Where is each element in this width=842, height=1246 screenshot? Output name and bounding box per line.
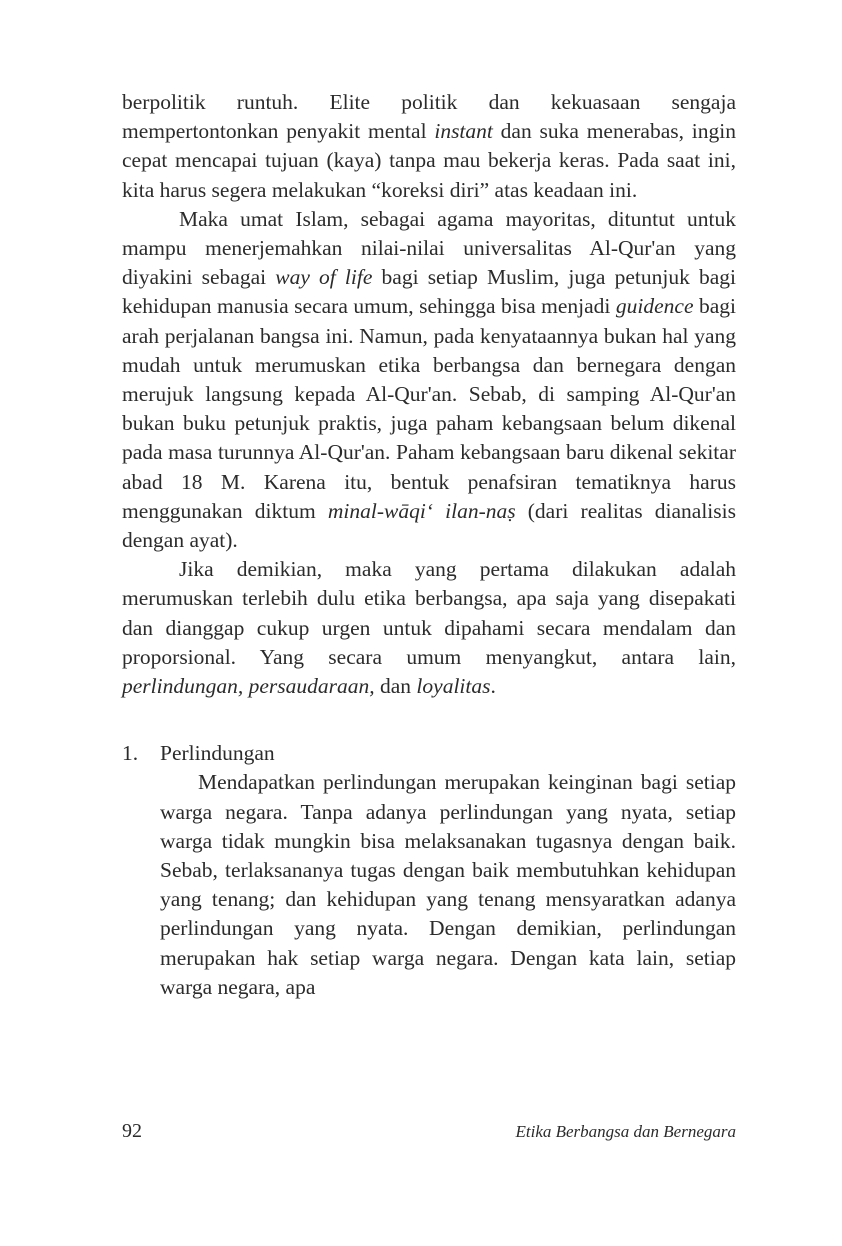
page-footer (122, 1120, 736, 1143)
paragraph-3-italic-terms: perlindungan, persaudaraan, (122, 674, 375, 699)
paragraph-1-text-a: berpolitik runtuh. Elite politik dan kekuasaan sengaja mempertontonkan penyakit mental (122, 90, 736, 144)
paragraph-3 (122, 555, 736, 701)
paragraph-2-italic-dictum: minal-wāqi‘ ilan-naṣ (327, 498, 516, 523)
paragraph-1-italic-instant: instant (434, 119, 493, 144)
numbered-list (122, 739, 736, 1002)
paragraph-2-italic-way-of-life: way of life (275, 265, 373, 290)
paragraph-2-italic-guidence: guidence (615, 294, 694, 319)
list-item-number: 1. (122, 741, 139, 766)
page-number: 92 (122, 1120, 142, 1142)
paragraph-1-text-b: dan suka menerabas, ingin cepat mencapai tujuan (kaya) tanpa mau bekerja keras. Pada saat ini, kita harus segera melakukan “koreksi diri” atas keadaan ini. (122, 119, 736, 202)
list-item-title: Perlindungan (160, 741, 275, 766)
paragraph-2-text-d: (dari realitas dianalisis dengan ayat). (122, 498, 736, 553)
list-item-heading (122, 739, 736, 768)
paragraph-2-text-b: bagi setiap Muslim, juga petunjuk bagi kehidupan manusia secara umum, sehingga bisa menjadi (122, 265, 737, 319)
paragraph-3-text-a: Jika demikian, maka yang pertama dilakukan adalah merumuskan terlebih dulu etika berbangsa, apa saja yang disepakati dan dianggap cukup urgen untuk dipahami secara mendalam dan proporsional. Yang secara umum menyangkut, antara lain, (122, 557, 736, 669)
paragraph-2 (122, 205, 736, 555)
paragraph-1 (122, 88, 736, 205)
list-item-body: Mendapatkan perlindungan merupakan keinginan bagi setiap warga negara. Tanpa adanya perlindungan yang nyata, setiap warga tidak mungkin bisa melaksanakan tugasnya dengan baik. Sebab, terlaksananya tugas dengan baik membutuhkan kehidupan yang tenang; dan kehidupan yang tenang mensyaratkan adanya perlindungan yang nyata. Dengan demikian, perlindungan merupakan hak setiap warga negara. Dengan kata lain, setiap warga negara, apa (160, 770, 736, 999)
paragraph-3-text-b: dan (374, 674, 417, 699)
paragraph-3-text-c: . (490, 674, 496, 699)
paragraph-3-italic-loyalitas: loyalitas (416, 674, 491, 699)
paragraph-2-text-a: Maka umat Islam, sebagai agama mayoritas, dituntut untuk mampu menerjemahkan nilai-nilai universalitas Al-Qur'an yang diyakini sebagai (122, 206, 736, 290)
running-title: Etika Berbangsa dan Bernegara (515, 1122, 736, 1141)
page-body (122, 88, 736, 1002)
paragraph-2-text-c: bagi arah perjalanan bangsa ini. Namun, pada kenyataannya bukan hal yang mudah untuk merumuskan etika berbangsa dan bernegara dengan merujuk langsung kepada Al-Qur'an. Sebab, di samping Al-Qur'an bukan buku petunjuk praktis, juga paham kebangsaan belum dikenal pada masa turunnya Al-Qur'an. Paham kebangsaan baru dikenal sekitar abad 18 M. Karena itu, bentuk penafsiran tematiknya harus menggunakan diktum (122, 294, 736, 523)
